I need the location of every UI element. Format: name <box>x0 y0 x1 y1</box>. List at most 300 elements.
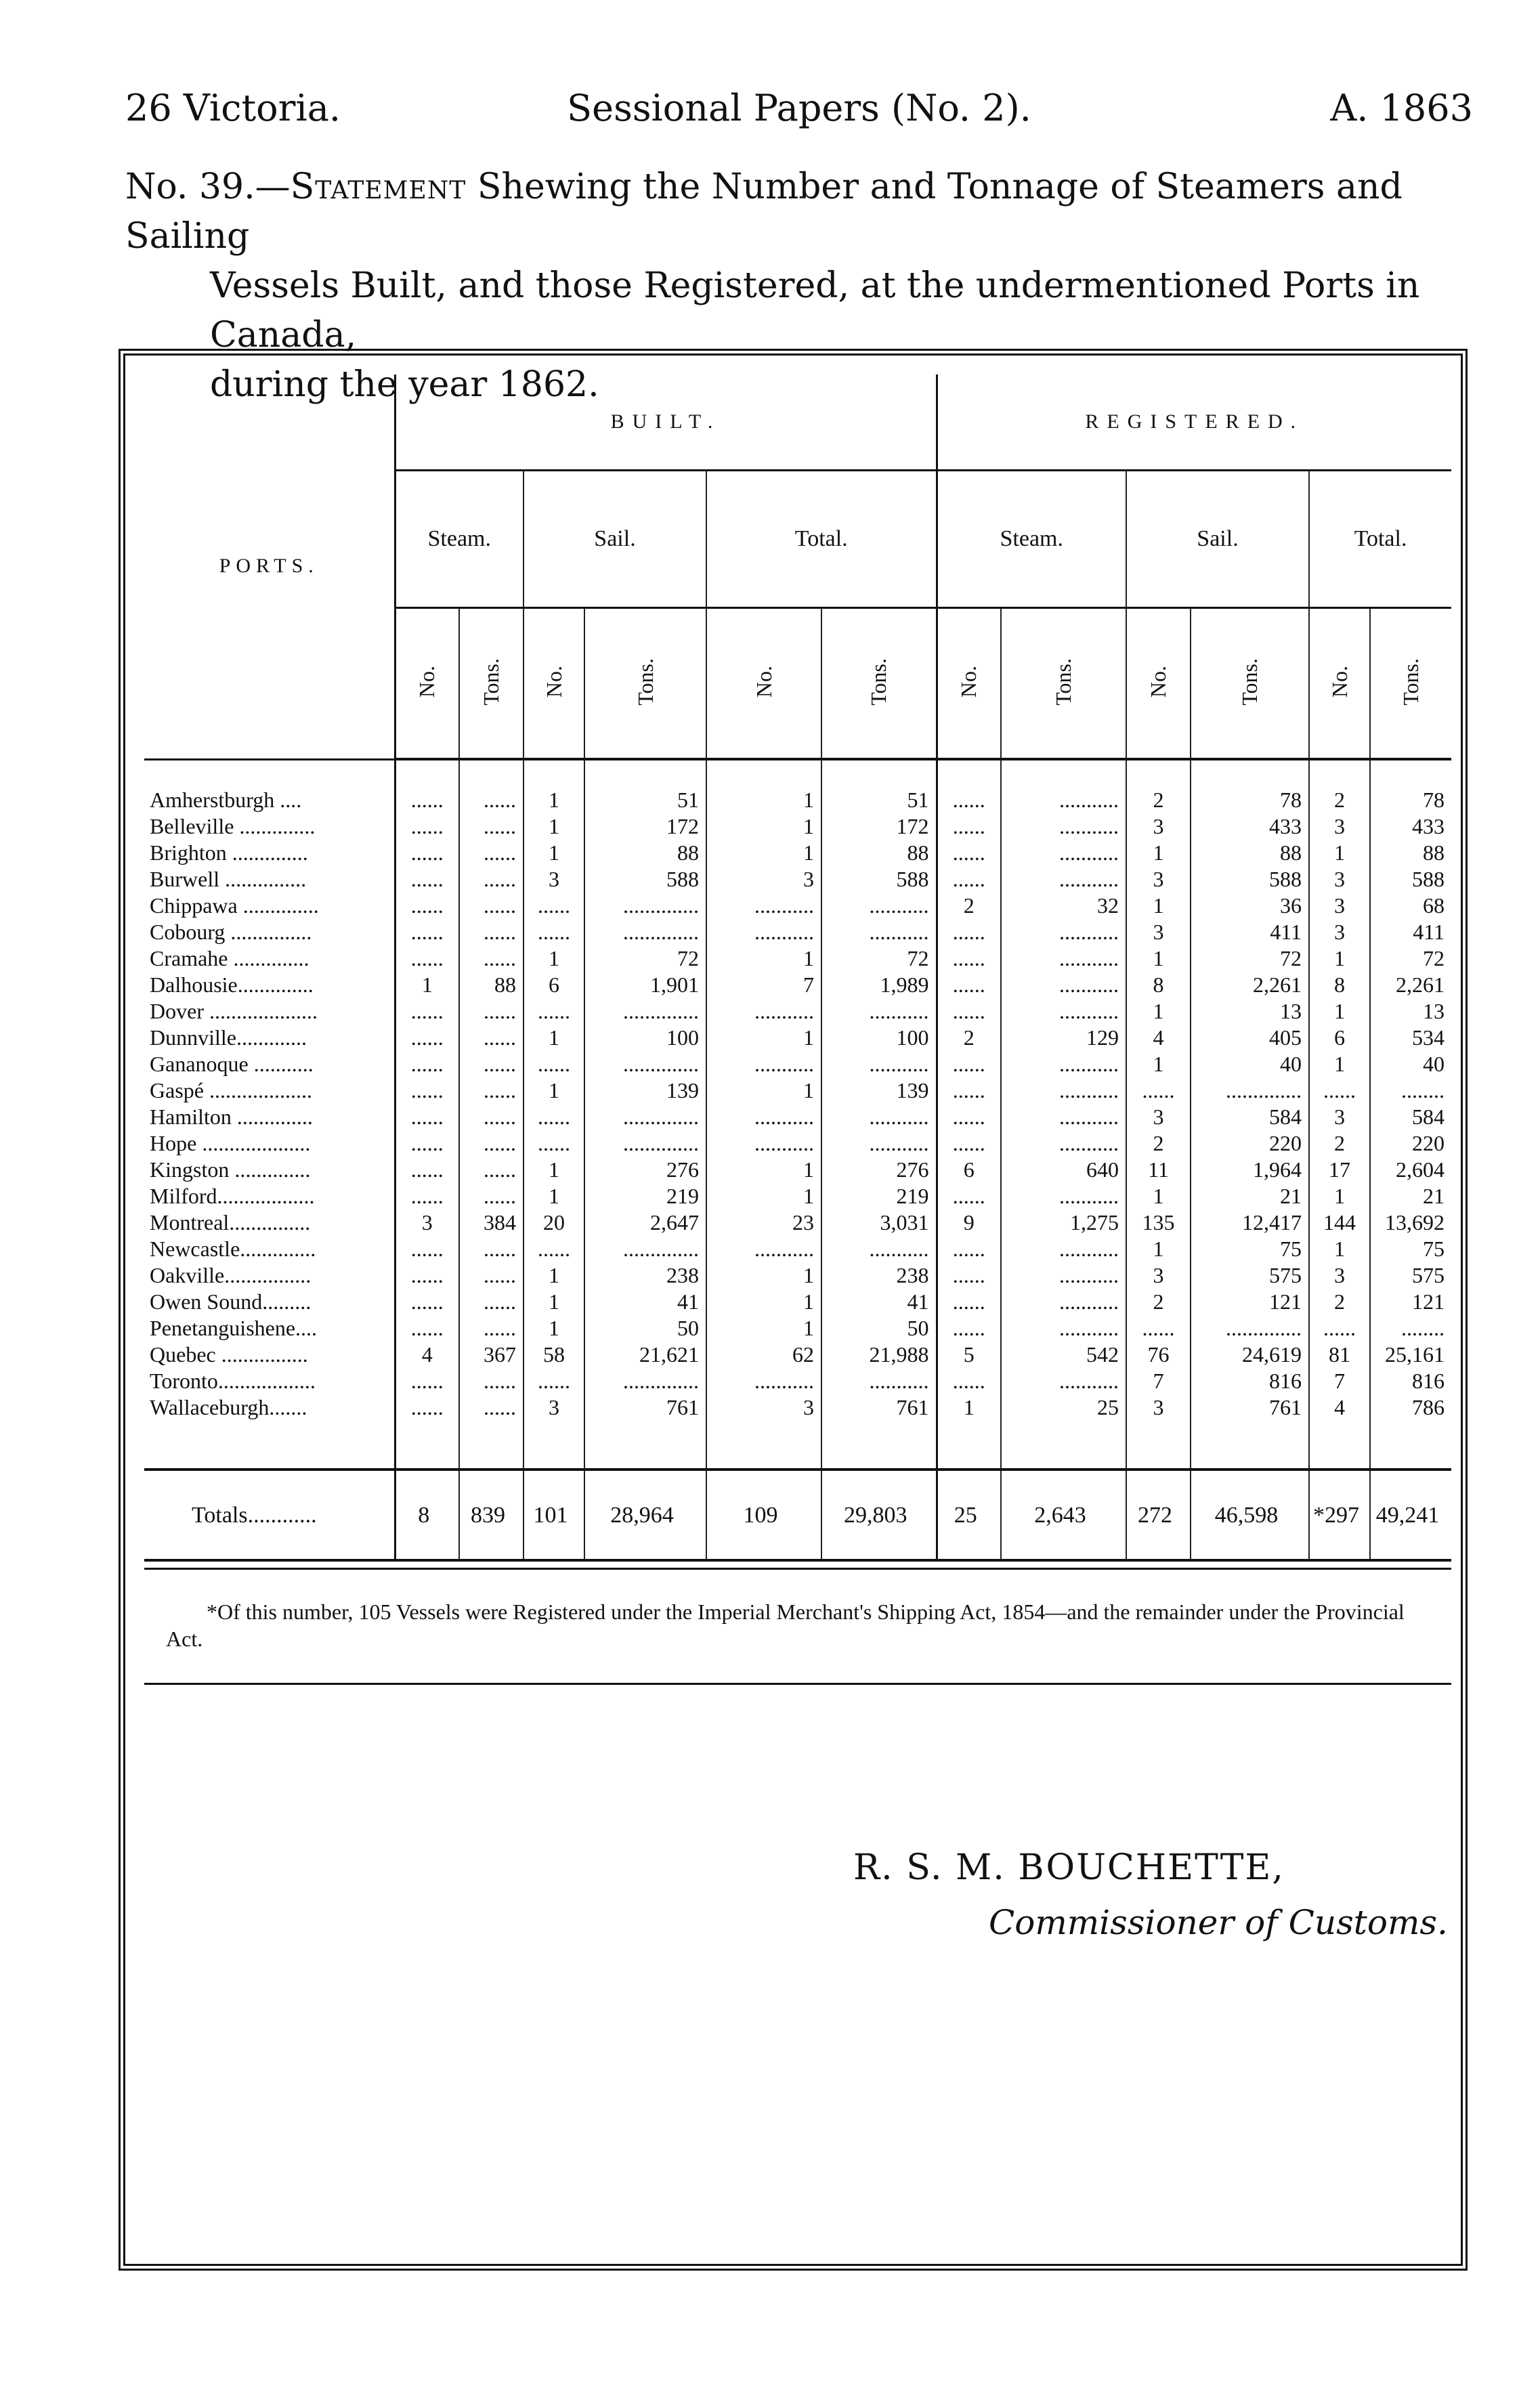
cell-bsan: ...... <box>523 893 584 919</box>
cell-bsn: ...... <box>395 1289 459 1315</box>
cell-rtt: 575 <box>1412 1263 1445 1287</box>
title-line-2: Vessels Built, and those Registered, at the undermentioned Ports in Canada, <box>210 265 1420 356</box>
cell-btn: ........... <box>706 893 821 919</box>
cell-rsat: 21 <box>1191 1183 1309 1209</box>
cell-bst: ...... <box>459 945 523 972</box>
cell-bsn: ...... <box>395 1157 459 1183</box>
cell-rtn: 4 <box>1309 1394 1370 1421</box>
cell-rsan: ...... <box>1126 1315 1191 1342</box>
cell-bsan: 58 <box>523 1342 584 1368</box>
footnote-rule-bottom <box>144 1683 1451 1685</box>
cell-btt: 88 <box>821 840 937 866</box>
cell-bsn: ...... <box>395 840 459 866</box>
total-rst: 2,643 <box>1001 1470 1126 1560</box>
cell-rtn: 17 <box>1309 1157 1370 1183</box>
cell-rsn: 5 <box>937 1342 1001 1368</box>
cell-btn: 1 <box>706 1262 821 1289</box>
cell-rtn: 1 <box>1309 998 1370 1025</box>
port-name: Montreal............... <box>144 1209 395 1236</box>
cell-btt: 761 <box>821 1394 937 1421</box>
cell-rsn: ...... <box>937 1368 1001 1394</box>
cell-rsn: ...... <box>937 1183 1001 1209</box>
cell-bsan: ...... <box>523 1104 584 1130</box>
table-row <box>144 1342 1451 1368</box>
cell-rtt: ........ <box>1401 1316 1445 1340</box>
cell-bsn: ...... <box>395 1315 459 1342</box>
cell-bsat: .............. <box>584 1051 706 1077</box>
cell-bsan: 3 <box>523 1394 584 1421</box>
table-row <box>144 1289 1451 1315</box>
cell-rsn: 9 <box>937 1209 1001 1236</box>
cell-bsan: ...... <box>523 1236 584 1262</box>
cell-btn: ........... <box>706 1051 821 1077</box>
cell-rst: ........... <box>1001 945 1126 972</box>
cell-bsan: 6 <box>523 972 584 998</box>
registered-steam-header: Steam. <box>937 471 1126 608</box>
cell-rtt: 21 <box>1423 1184 1445 1208</box>
port-name: Quebec ................ <box>144 1342 395 1368</box>
cell-btt: 1,989 <box>821 972 937 998</box>
cell-bsat: 172 <box>584 813 706 840</box>
cell-rsn: ...... <box>937 1104 1001 1130</box>
cell-rsat: 121 <box>1191 1289 1309 1315</box>
cell-rsat: 761 <box>1191 1394 1309 1421</box>
spacer-row <box>144 759 1451 787</box>
cell-bst: ...... <box>459 813 523 840</box>
cell-bsat: .............. <box>584 1130 706 1157</box>
cell-bst: ...... <box>459 1315 523 1342</box>
cell-rtt: 78 <box>1423 788 1445 812</box>
table-row <box>144 1368 1451 1394</box>
cell-rtt: 433 <box>1412 814 1445 838</box>
table-row <box>144 1051 1451 1077</box>
table-row <box>144 1262 1451 1289</box>
built-steam-header: Steam. <box>395 471 523 608</box>
cell-btn: ........... <box>706 1104 821 1130</box>
cell-rst: ........... <box>1001 787 1126 813</box>
table-row <box>144 1209 1451 1236</box>
footnote: *Of this number, 105 Vessels were Registered under the Imperial Merchant's Shipping Act, 1854—and the remainder under the Provincial Act. <box>166 1600 1405 1651</box>
cell-btt: ........... <box>821 1368 937 1394</box>
cell-bst: ...... <box>459 919 523 945</box>
port-name: Amherstburgh .... <box>144 787 395 813</box>
cell-rsn: ...... <box>937 1051 1001 1077</box>
unit-tons: Tons. <box>459 608 523 760</box>
cell-rsan: ...... <box>1126 1077 1191 1104</box>
cell-btn: 62 <box>706 1342 821 1368</box>
cell-bsn: ...... <box>395 866 459 893</box>
cell-rsan: 1 <box>1126 840 1191 866</box>
cell-rsat: 433 <box>1191 813 1309 840</box>
cell-btn: 3 <box>706 866 821 893</box>
cell-bst: ...... <box>459 1077 523 1104</box>
total-rsn: 25 <box>937 1470 1001 1560</box>
cell-rst: ........... <box>1001 1315 1126 1342</box>
cell-rtn: 3 <box>1309 919 1370 945</box>
title-rest: Shewing the Number and Tonnage of Steamers and Sailing <box>125 167 1403 257</box>
cell-rtn: 81 <box>1309 1342 1370 1368</box>
cell-rst: ........... <box>1001 1077 1126 1104</box>
cell-bsn: ...... <box>395 787 459 813</box>
totals-label: Totals............ <box>144 1470 395 1560</box>
cell-btn: 23 <box>706 1209 821 1236</box>
cell-rtn: 1 <box>1309 1183 1370 1209</box>
cell-btt: 72 <box>821 945 937 972</box>
total-bsn: 8 <box>395 1470 459 1560</box>
cell-rtn: ...... <box>1309 1077 1370 1104</box>
cell-bst: ...... <box>459 1183 523 1209</box>
cell-rtt: 816 <box>1412 1369 1445 1393</box>
cell-bst: ...... <box>459 1157 523 1183</box>
cell-rsan: 8 <box>1126 972 1191 998</box>
cell-rsan: 3 <box>1126 1104 1191 1130</box>
built-total-header: Total. <box>706 471 937 608</box>
cell-rsat: 40 <box>1191 1051 1309 1077</box>
cell-bst: ...... <box>459 1236 523 1262</box>
cell-bsn: ...... <box>395 1394 459 1421</box>
total-bsan: 101 <box>523 1470 584 1560</box>
cell-rsn: ...... <box>937 998 1001 1025</box>
total-bst: 839 <box>459 1470 523 1560</box>
cell-bst: ...... <box>459 1130 523 1157</box>
cell-btn: 3 <box>706 1394 821 1421</box>
cell-rsn: 2 <box>937 1025 1001 1051</box>
cell-rsn: ...... <box>937 1236 1001 1262</box>
cell-bsn: ...... <box>395 1051 459 1077</box>
cell-rst: ........... <box>1001 1289 1126 1315</box>
cell-rtt: 75 <box>1423 1237 1445 1261</box>
table-row <box>144 972 1451 998</box>
port-name: Cramahe .............. <box>144 945 395 972</box>
cell-rsn: ...... <box>937 1130 1001 1157</box>
table-row <box>144 1157 1451 1183</box>
cell-rtt: 2,261 <box>1396 972 1445 997</box>
cell-bst: ...... <box>459 893 523 919</box>
cell-rtt: 2,604 <box>1396 1157 1445 1182</box>
cell-btn: ........... <box>706 1236 821 1262</box>
port-name: Dunnville............. <box>144 1025 395 1051</box>
cell-bsn: ...... <box>395 998 459 1025</box>
cell-rsan: 7 <box>1126 1368 1191 1394</box>
cell-rst: ........... <box>1001 1104 1126 1130</box>
cell-rsat: .............. <box>1191 1315 1309 1342</box>
cell-bsat: .............. <box>584 893 706 919</box>
cell-btn: 1 <box>706 945 821 972</box>
cell-bsat: 100 <box>584 1025 706 1051</box>
ports-header: PORTS. <box>144 374 395 759</box>
cell-btn: 1 <box>706 1289 821 1315</box>
cell-bsn: ...... <box>395 1025 459 1051</box>
cell-bst: ...... <box>459 1262 523 1289</box>
cell-bsn: ...... <box>395 1262 459 1289</box>
total-btn: 109 <box>706 1470 821 1560</box>
cell-rsat: 75 <box>1191 1236 1309 1262</box>
table-row <box>144 1236 1451 1262</box>
cell-bsat: 88 <box>584 840 706 866</box>
cell-rsn: ...... <box>937 1077 1001 1104</box>
table-row <box>144 919 1451 945</box>
cell-rsan: 1 <box>1126 945 1191 972</box>
cell-btt: ........... <box>821 1236 937 1262</box>
cell-btt: ........... <box>821 1104 937 1130</box>
cell-btt: 139 <box>821 1077 937 1104</box>
port-name: Hope .................... <box>144 1130 395 1157</box>
cell-bsn: ...... <box>395 1130 459 1157</box>
cell-bsan: 1 <box>523 840 584 866</box>
cell-rtn: 8 <box>1309 972 1370 998</box>
cell-rsat: 24,619 <box>1191 1342 1309 1368</box>
table-row <box>144 893 1451 919</box>
cell-rtt: 72 <box>1423 946 1445 970</box>
cell-rtn: 1 <box>1309 1236 1370 1262</box>
cell-rsn: 2 <box>937 893 1001 919</box>
cell-btn: 1 <box>706 1077 821 1104</box>
cell-rtt: 588 <box>1412 867 1445 891</box>
table-frame <box>119 349 1468 2271</box>
cell-btt: 238 <box>821 1262 937 1289</box>
cell-bsn: ...... <box>395 813 459 840</box>
cell-rst: ........... <box>1001 1368 1126 1394</box>
cell-btt: 219 <box>821 1183 937 1209</box>
cell-rtt: 786 <box>1412 1395 1445 1419</box>
cell-bsat: 761 <box>584 1394 706 1421</box>
cell-bsat: 51 <box>584 787 706 813</box>
cell-rtn: 7 <box>1309 1368 1370 1394</box>
cell-bsat: .............. <box>584 1236 706 1262</box>
cell-bsat: 72 <box>584 945 706 972</box>
cell-rsat: 588 <box>1191 866 1309 893</box>
cell-rsan: 3 <box>1126 919 1191 945</box>
port-name: Penetanguishene.... <box>144 1315 395 1342</box>
port-name: Oakville................ <box>144 1262 395 1289</box>
cell-bst: ...... <box>459 1104 523 1130</box>
cell-rsan: 11 <box>1126 1157 1191 1183</box>
cell-bsat: 219 <box>584 1183 706 1209</box>
cell-rtt: 68 <box>1423 893 1445 918</box>
cell-rtn: 2 <box>1309 1130 1370 1157</box>
cell-bsan: ...... <box>523 919 584 945</box>
unit-tons: Tons. <box>1001 608 1126 760</box>
port-name: Kingston .............. <box>144 1157 395 1183</box>
cell-rtn: 1 <box>1309 1051 1370 1077</box>
signature-name: R. S. M. BOUCHETTE, <box>853 1847 1285 1888</box>
cell-bsan: 1 <box>523 1025 584 1051</box>
cell-bsan: 1 <box>523 1262 584 1289</box>
cell-btt: ........... <box>821 893 937 919</box>
total-bsat: 28,964 <box>584 1470 706 1560</box>
cell-bsn: 4 <box>395 1342 459 1368</box>
cell-bsat: 41 <box>584 1289 706 1315</box>
cell-bst: ...... <box>459 1368 523 1394</box>
cell-rsat: 88 <box>1191 840 1309 866</box>
cell-rst: 32 <box>1001 893 1126 919</box>
cell-rsat: 584 <box>1191 1104 1309 1130</box>
cell-rtt: 88 <box>1423 840 1445 865</box>
cell-rsn: 1 <box>937 1394 1001 1421</box>
port-name: Milford.................. <box>144 1183 395 1209</box>
cell-rsat: 13 <box>1191 998 1309 1025</box>
cell-rsn: ...... <box>937 1262 1001 1289</box>
cell-bsat: 2,647 <box>584 1209 706 1236</box>
cell-btt: 172 <box>821 813 937 840</box>
cell-btn: 1 <box>706 1315 821 1342</box>
cell-bst: ...... <box>459 1051 523 1077</box>
cell-rsan: 3 <box>1126 813 1191 840</box>
title-number: No. 39.— <box>125 167 291 207</box>
cell-btt: 51 <box>821 787 937 813</box>
cell-bsn: 3 <box>395 1209 459 1236</box>
cell-btn: 1 <box>706 813 821 840</box>
cell-rtn: 2 <box>1309 787 1370 813</box>
page-header <box>125 87 1473 134</box>
cell-bsan: ...... <box>523 1051 584 1077</box>
cell-btn: ........... <box>706 919 821 945</box>
cell-rtn: 3 <box>1309 866 1370 893</box>
cell-bsan: 1 <box>523 1183 584 1209</box>
cell-btt: ........... <box>821 998 937 1025</box>
cell-rtn: 6 <box>1309 1025 1370 1051</box>
cell-rsan: 2 <box>1126 1130 1191 1157</box>
unit-tons: Tons. <box>1370 608 1451 760</box>
total-rtt: 49,241 <box>1370 1470 1451 1560</box>
cell-rtt: 40 <box>1423 1052 1445 1076</box>
cell-rst: ........... <box>1001 1183 1126 1209</box>
table-row <box>144 998 1451 1025</box>
unit-no: No. <box>706 608 821 760</box>
cell-btt: 3,031 <box>821 1209 937 1236</box>
table-row <box>144 1394 1451 1421</box>
cell-rtt: 13 <box>1423 999 1445 1023</box>
cell-bsan: 3 <box>523 866 584 893</box>
cell-rsat: 78 <box>1191 787 1309 813</box>
registered-sail-header: Sail. <box>1126 471 1309 608</box>
port-name: Toronto.................. <box>144 1368 395 1394</box>
cell-rtn: ...... <box>1309 1315 1370 1342</box>
cell-rsan: 135 <box>1126 1209 1191 1236</box>
cell-rsat: 575 <box>1191 1262 1309 1289</box>
cell-rsan: 2 <box>1126 1289 1191 1315</box>
cell-bsan: 1 <box>523 1077 584 1104</box>
cell-rst: ........... <box>1001 1262 1126 1289</box>
port-name: Hamilton .............. <box>144 1104 395 1130</box>
header-session: 26 Victoria. <box>125 87 341 129</box>
cell-rtn: 1 <box>1309 945 1370 972</box>
cell-rst: 1,275 <box>1001 1209 1126 1236</box>
table-row <box>144 1183 1451 1209</box>
cell-rsat: 220 <box>1191 1130 1309 1157</box>
unit-tons: Tons. <box>584 608 706 760</box>
port-name: Gaspé ................... <box>144 1077 395 1104</box>
cell-rtn: 3 <box>1309 1104 1370 1130</box>
cell-btt: ........... <box>821 1051 937 1077</box>
cell-bst: 367 <box>459 1342 523 1368</box>
cell-rsat: .............. <box>1191 1077 1309 1104</box>
cell-bsan: 1 <box>523 787 584 813</box>
port-name: Cobourg ............... <box>144 919 395 945</box>
cell-btn: 1 <box>706 840 821 866</box>
table-row <box>144 1104 1451 1130</box>
cell-bst: ...... <box>459 787 523 813</box>
cell-btt: 100 <box>821 1025 937 1051</box>
cell-rst: ........... <box>1001 1051 1126 1077</box>
cell-bsan: 1 <box>523 1157 584 1183</box>
cell-rsan: 3 <box>1126 1262 1191 1289</box>
cell-rsan: 3 <box>1126 866 1191 893</box>
cell-bsan: ...... <box>523 998 584 1025</box>
table-row <box>144 787 1451 813</box>
cell-bsat: 1,901 <box>584 972 706 998</box>
cell-bsn: ...... <box>395 919 459 945</box>
registered-total-header: Total. <box>1309 471 1451 608</box>
unit-no: No. <box>1126 608 1191 760</box>
cell-rsan: 1 <box>1126 893 1191 919</box>
cell-btt: 588 <box>821 866 937 893</box>
cell-rst: 542 <box>1001 1342 1126 1368</box>
cell-bst: ...... <box>459 1025 523 1051</box>
port-name: Chippawa .............. <box>144 893 395 919</box>
cell-rst: ........... <box>1001 972 1126 998</box>
cell-btn: ........... <box>706 1130 821 1157</box>
cell-rtn: 3 <box>1309 1262 1370 1289</box>
port-name: Dover .................... <box>144 998 395 1025</box>
table-row <box>144 1077 1451 1104</box>
port-name: Dalhousie.............. <box>144 972 395 998</box>
cell-bst: 88 <box>459 972 523 998</box>
cell-rtt: 13,692 <box>1385 1210 1445 1235</box>
cell-bsat: .............. <box>584 919 706 945</box>
port-name: Gananoque ........... <box>144 1051 395 1077</box>
cell-rsn: ...... <box>937 945 1001 972</box>
cell-bsan: 1 <box>523 1289 584 1315</box>
header-sessional-papers: Sessional Papers (No. 2). <box>567 87 1031 129</box>
cell-rsn: ...... <box>937 813 1001 840</box>
unit-no: No. <box>395 608 459 760</box>
cell-bsat: 238 <box>584 1262 706 1289</box>
cell-rsn: ...... <box>937 1315 1001 1342</box>
cell-bst: ...... <box>459 840 523 866</box>
port-name: Wallaceburgh....... <box>144 1394 395 1421</box>
table-row <box>144 945 1451 972</box>
cell-rst: ........... <box>1001 813 1126 840</box>
cell-rsat: 1,964 <box>1191 1157 1309 1183</box>
cell-btt: ........... <box>821 1130 937 1157</box>
title-line-1 <box>125 163 1473 261</box>
table-row <box>144 1130 1451 1157</box>
cell-bsn: ...... <box>395 1236 459 1262</box>
port-name: Belleville .............. <box>144 813 395 840</box>
cell-bsan: 1 <box>523 945 584 972</box>
cell-btt: 41 <box>821 1289 937 1315</box>
total-btt: 29,803 <box>821 1470 937 1560</box>
cell-rtn: 3 <box>1309 813 1370 840</box>
unit-no: No. <box>1309 608 1370 760</box>
built-header: BUILT. <box>395 374 937 471</box>
cell-bst: ...... <box>459 998 523 1025</box>
cell-rtn: 1 <box>1309 840 1370 866</box>
cell-rst: ........... <box>1001 919 1126 945</box>
cell-btn: 7 <box>706 972 821 998</box>
cell-bsn: 1 <box>395 972 459 998</box>
cell-rst: ........... <box>1001 1130 1126 1157</box>
cell-rsat: 405 <box>1191 1025 1309 1051</box>
cell-rtt: 584 <box>1412 1105 1445 1129</box>
cell-rsan: 76 <box>1126 1342 1191 1368</box>
cell-btn: 1 <box>706 787 821 813</box>
gap-row <box>144 1421 1451 1470</box>
cell-btn: 1 <box>706 1183 821 1209</box>
cell-rsat: 72 <box>1191 945 1309 972</box>
title-line-3: during the year 1862. <box>210 364 599 405</box>
